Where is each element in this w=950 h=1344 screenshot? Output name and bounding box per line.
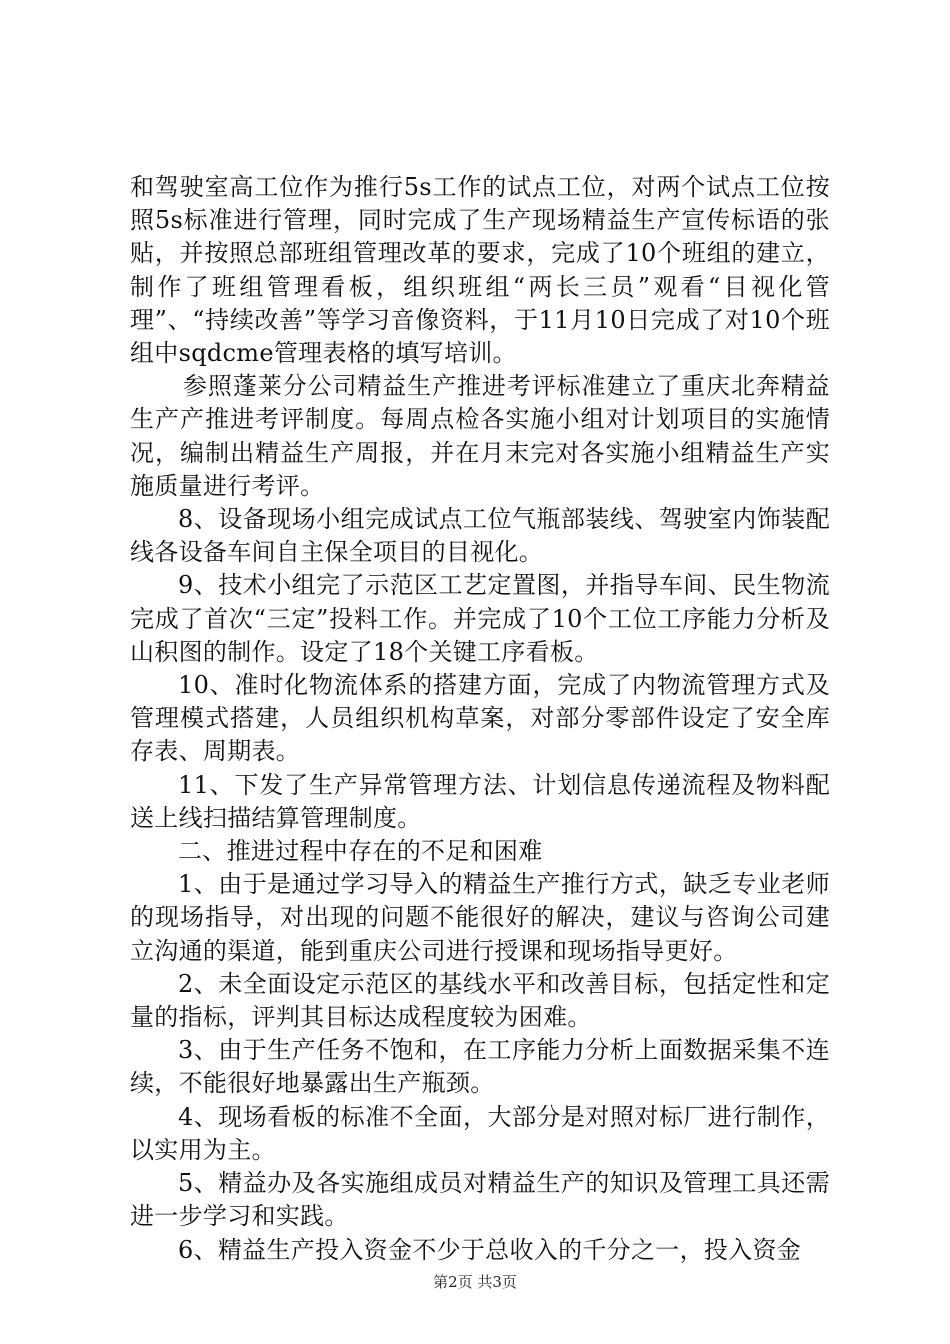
document-body [130, 171, 830, 1267]
paragraph-continuation: 和驾驶室高工位作为推行5s工作的试点工位，对两个试点工位按照5s标准进行管理，同时完成了生产现场精益生产宣传标语的张贴，并按照总部班组管理改革的要求，完成了10个班组的建立，制作了班组管理看板，组织班组“两长三员”观看“目视化管理”、“持续改善”等学习音像资料，于11月10日完成了对10个班组中sqdcme管理表格的填写培训。 [130, 173, 830, 368]
paragraph-difficulty-5: 5、精益办及各实施组成员对精益生产的知识及管理工具还需进一步学习和实践。 [130, 1169, 830, 1231]
paragraph-item-8: 8、设备现场小组完成试点工位气瓶部装线、驾驶室内饰装配线各设备车间自主保全项目的目视化。 [130, 505, 830, 567]
page-number-footer: 第2页 共3页 [433, 1273, 517, 1291]
paragraph-difficulty-6: 6、精益生产投入资金不少于总收入的千分之一，投入资金 [178, 1235, 802, 1264]
paragraph-difficulty-4: 4、现场看板的标准不全面，大部分是对照对标厂进行制作，以实用为主。 [130, 1102, 830, 1164]
paragraph-evaluation-system: 参照蓬莱分公司精益生产推进考评标准建立了重庆北奔精益生产产推进考评制度。每周点检各实施小组对计划项目的实施情况，编制出精益生产周报，并在月末完对各实施小组精益生产实施质量进行考评。 [130, 372, 830, 500]
paragraph-item-11: 11、下发了生产异常管理方法、计划信息传递流程及物料配送上线扫描结算管理制度。 [130, 770, 830, 832]
paragraph-item-10: 10、准时化物流体系的搭建方面，完成了内物流管理方式及管理模式搭建，人员组织机构草案，对部分零部件设定了安全库存表、周期表。 [130, 671, 830, 766]
paragraph-difficulty-1: 1、由于是通过学习导入的精益生产推行方式，缺乏专业老师的现场指导，对出现的问题不能很好的解决，建议与咨询公司建立沟通的渠道，能到重庆公司进行授课和现场指导更好。 [130, 870, 830, 965]
paragraph-difficulty-3: 3、由于生产任务不饱和，在工序能力分析上面数据采集不连续，不能很好地暴露出生产瓶颈。 [130, 1036, 830, 1098]
section-heading-difficulties: 二、推进过程中存在的不足和困难 [178, 837, 543, 866]
paragraph-difficulty-2: 2、未全面设定示范区的基线水平和改善目标，包括定性和定量的指标，评判其目标达成程度较为困难。 [130, 969, 830, 1032]
paragraph-item-9: 9、技术小组完了示范区工艺定置图，并指导车间、民生物流完成了首次“三定”投料工作。并完成了10个工位工序能力分析及山积图的制作。设定了18个关键工序看板。 [130, 571, 830, 666]
